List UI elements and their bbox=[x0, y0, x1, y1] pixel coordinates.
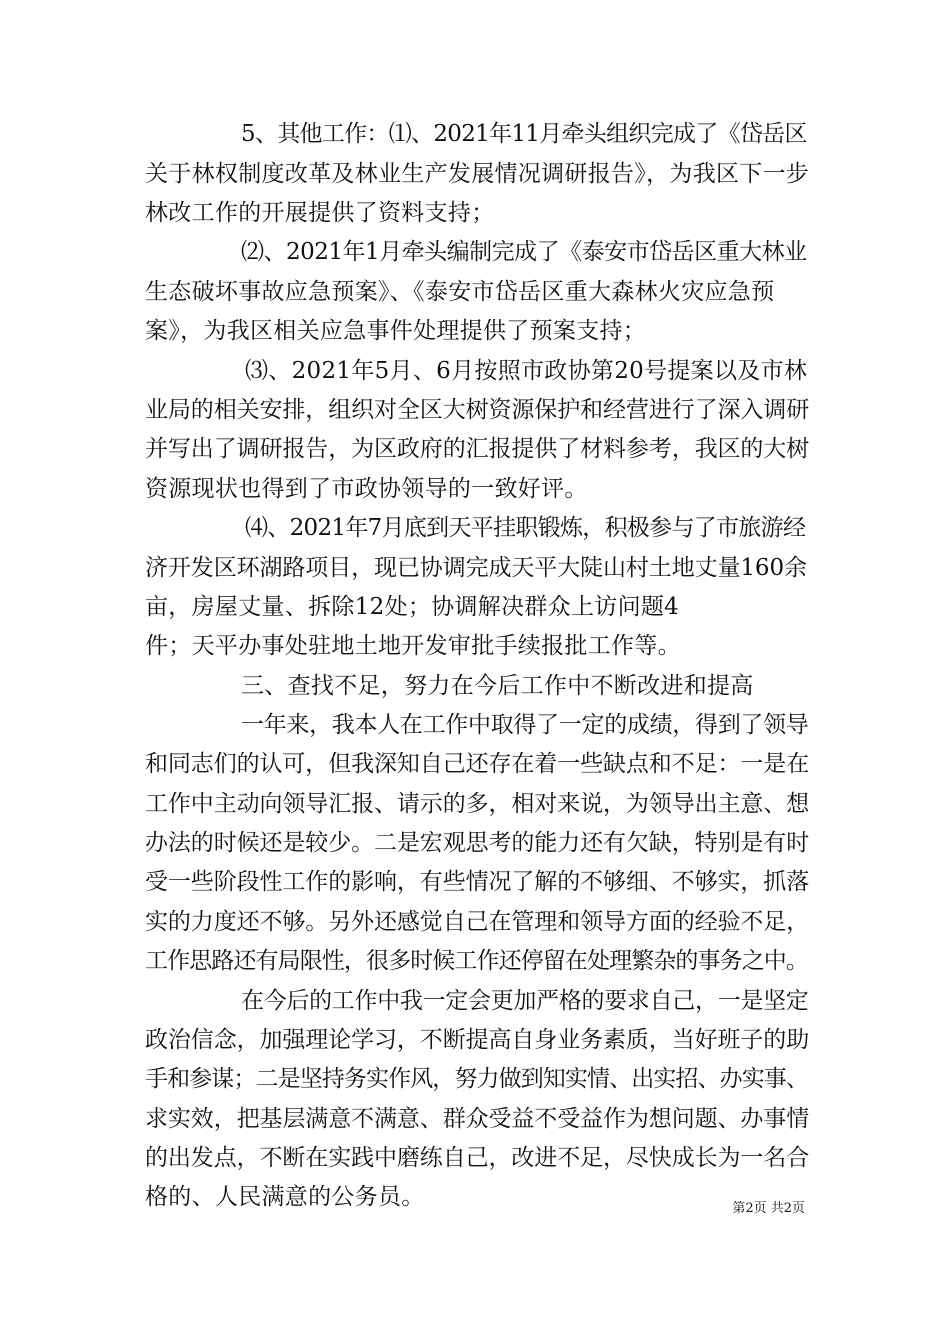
text-line: 的出发点，不断在实践中磨练自己，改进不足，尽快成长为一名合 bbox=[145, 1145, 810, 1171]
text-line: 格的、人民满意的公务员。 bbox=[145, 1184, 425, 1210]
text-line: ⑷、2021年7月底到天平挂职锻炼，积极参与了市旅游经 bbox=[245, 515, 806, 541]
text-line: 在今后的工作中我一定会更加严格的要求自己，一是坚定 bbox=[241, 988, 809, 1014]
text-line: 受一些阶段性工作的影响，有些情况了解的不够细、不够实，抓落 bbox=[145, 869, 810, 895]
text-line: 一年来，我本人在工作中取得了一定的成绩，得到了领导 bbox=[241, 712, 809, 738]
text-line: 关于林权制度改革及林业生产发展情况调研报告》，为我区下一步 bbox=[145, 161, 810, 187]
text-line: 生态破坏事故应急预案》、《泰安市岱岳区重大森林火灾应急预 bbox=[145, 279, 775, 305]
text-line: ⑵、2021年1月牵头编制完成了《泰安市岱岳区重大林业 bbox=[241, 239, 807, 265]
text-line: 件；天平办事处驻地土地开发审批手续报批工作等。 bbox=[145, 633, 681, 659]
text-line: ⑶、2021年5月、6月按照市政协第20号提案以及市林 bbox=[245, 358, 808, 384]
text-line: 政治信念，加强理论学习，不断提高自身业务素质，当好班子的助 bbox=[145, 1027, 810, 1053]
text-line: 亩，房屋丈量、拆除12处；协调解决群众上访问题4 bbox=[145, 594, 680, 620]
text-line: 和同志们的认可，但我深知自己还存在着一些缺点和不足：一是在 bbox=[145, 751, 810, 777]
text-line: 济开发区环湖路项目，现已协调完成天平大陡山村土地丈量160余 bbox=[145, 555, 807, 581]
text-line: 工作中主动向领导汇报、请示的多，相对来说，为领导出主意、想 bbox=[145, 791, 810, 817]
text-line: 手和参谋；二是坚持务实作风，努力做到知实情、出实招、办实事、 bbox=[145, 1066, 809, 1092]
text-line: 并写出了调研报告，为区政府的汇报提供了材料参考，我区的大树 bbox=[145, 436, 810, 462]
text-line: 林改工作的开展提供了资料支持； bbox=[145, 200, 495, 226]
text-line: 业局的相关安排，组织对全区大树资源保护和经营进行了深入调研 bbox=[145, 397, 810, 423]
text-line: 求实效，把基层满意不满意、群众受益不受益作为想问题、办事情 bbox=[145, 1106, 810, 1132]
text-line: 办法的时候还是较少。二是宏观思考的能力还有欠缺，特别是有时 bbox=[145, 830, 810, 856]
text-line: 实的力度还不够。另外还感觉自己在管理和领导方面的经验不足， bbox=[145, 909, 810, 935]
page-number-footer: 第2页 共2页 bbox=[732, 1201, 805, 1216]
text-line: 工作思路还有局限性，很多时候工作还停留在处理繁杂的事务之中。 bbox=[145, 948, 809, 974]
section-heading: 三、查找不足，努力在今后工作中不断改进和提高 bbox=[241, 673, 754, 699]
text-line: 案》，为我区相关应急事件处理提供了预案支持； bbox=[145, 318, 647, 344]
text-line: 资源现状也得到了市政协领导的一致好评。 bbox=[145, 476, 588, 502]
text-line: 5、其他工作：⑴、2021年11月牵头组织完成了《岱岳区 bbox=[241, 121, 807, 147]
